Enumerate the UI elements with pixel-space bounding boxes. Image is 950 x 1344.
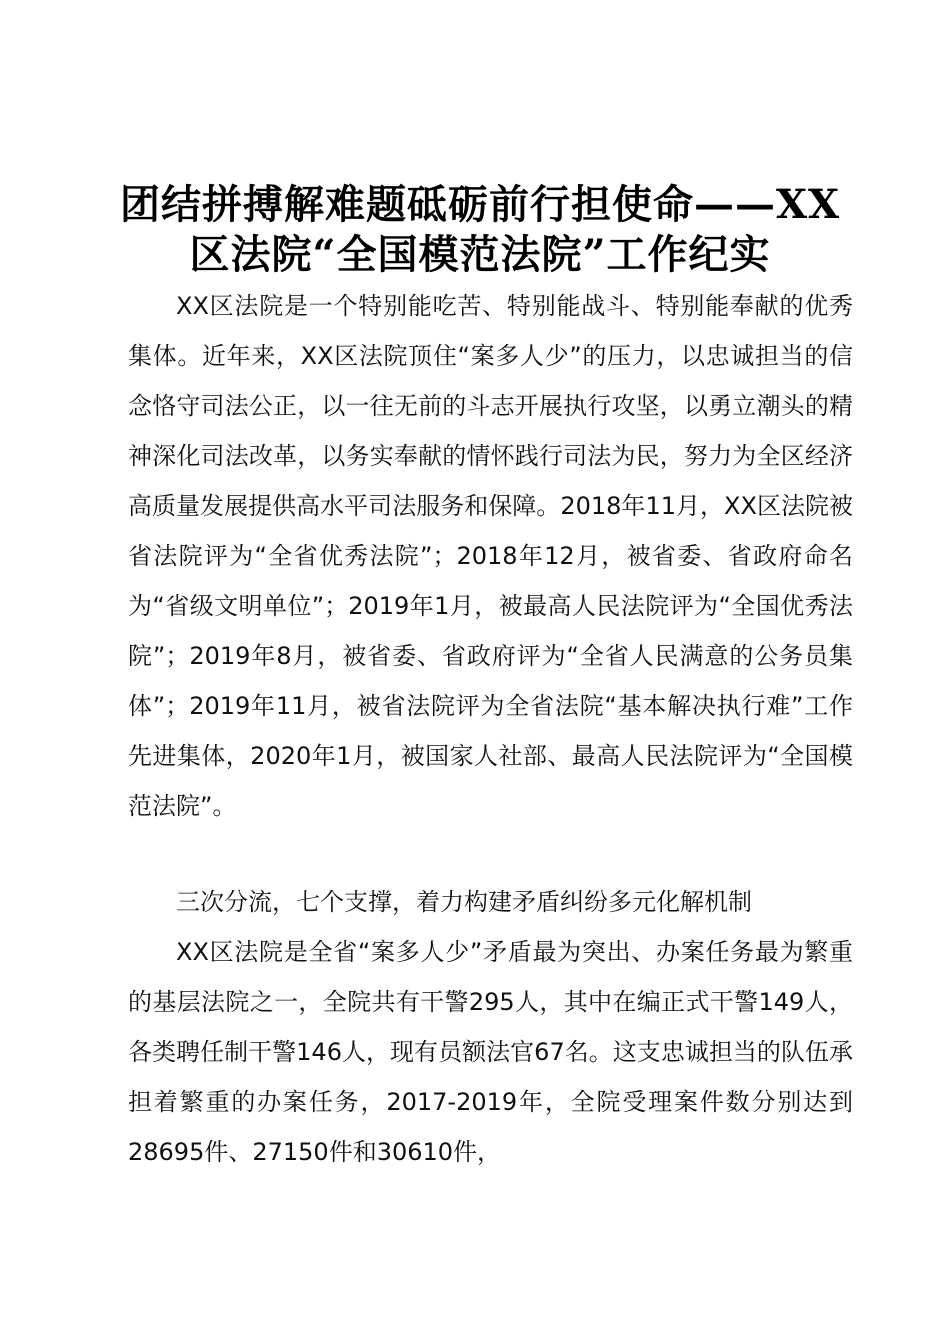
title-line-2: 区法院“全国模范法院”工作纪实 bbox=[189, 231, 771, 278]
document-title bbox=[110, 180, 850, 280]
section-heading: 三次分流，七个支撑，着力构建矛盾纠纷多元化解机制 bbox=[176, 888, 752, 916]
title-line-1: 团结拼搏解难题砥砺前行担使命——XX bbox=[119, 181, 841, 228]
paragraph-intro: XX区法院是一个特别能吃苦、特别能战斗、特别能奉献的优秀集体。近年来，XX区法院顶住“案多人少”的压力，以忠诚担当的信念恪守司法公正，以一往无前的斗志开展执行攻坚，以勇立潮头的精神深化司法改革，以务实奉献的情怀践行司法为民，努力为全区经济高质量发展提供高水平司法服务和保障。2018年11月，XX区法院被省法院评为“全省优秀法院”；2018年12月，被省委、省政府命名为“省级文明单位”；2019年1月，被最高人民法院评为“全国优秀法院”；2019年8月，被省委、省政府评为“全省人民满意的公务员集体”；2019年11月，被省法院评为全省法院“基本解决执行难”工作先进集体，2020年1月，被国家人社部、最高人民法院评为“全国模范法院”。 bbox=[128, 292, 853, 820]
paragraph-section-body: XX区法院是全省“案多人少”矛盾最为突出、办案任务最为繁重的基层法院之一，全院共有干警295人，其中在编正式干警149人，各类聘任制干警146人，现有员额法官67名。这支忠诚担当的队伍承担着繁重的办案任务，2017-2019年，全院受理案件数分别达到28695件、27150件和30610件， bbox=[128, 938, 853, 1166]
